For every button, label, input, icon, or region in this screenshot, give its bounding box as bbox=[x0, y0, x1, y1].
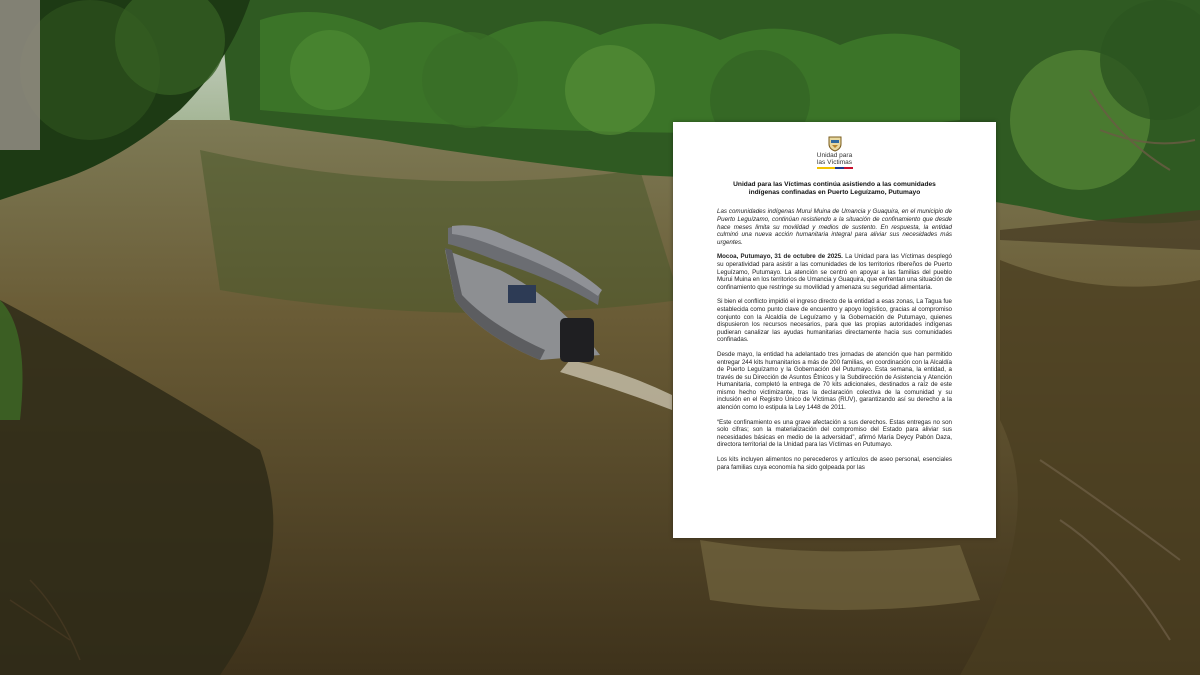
lead-paragraph: Las comunidades indígenas Murui Muina de Umancia y Guaquira, en el municipio de Puerto Leguízamo, continúan resistiendo a la situación de confinamiento que desde hace meses limita su movilidad y medios de sustento. En respuesta, la entidad culminó una nueva acción humanitaria integral para aliviar sus necesidades más urgentes. bbox=[717, 208, 952, 246]
press-release-document bbox=[673, 122, 996, 538]
body-paragraph-2: Si bien el conflicto impidió el ingreso directo de la entidad a esas zonas, La Tagua fue establecida como punto clave de encuentro y apoyo logístico, gracias al compromiso conjunto con la Alcaldía de Leguízamo y la Gobernación de Putumayo, quienes dispusieron los recursos necesarios, para que las propias autoridades indígenas pudieran canalizar las ayudas humanitarias directamente hacia sus comunidades confinadas. bbox=[717, 298, 952, 344]
logo-line-2: las Víctimas bbox=[816, 159, 853, 166]
body-paragraph-1 bbox=[717, 253, 952, 291]
body-paragraph-5: Los kits incluyen alimentos no perecederos y artículos de aseo personal, esenciales para familias cuya economía ha sido golpeada por las bbox=[717, 456, 952, 471]
logo-line-1: Unidad para bbox=[816, 152, 853, 159]
document-title: Unidad para las Víctimas continúa asistiendo a las comunidades indígenas confinadas en Puerto Leguízamo, Putumayo bbox=[733, 181, 936, 197]
body-paragraph-4: “Este confinamiento es una grave afectación a sus derechos. Estas entregas no son solo cifras; son la materialización del compromiso del Estado para aliviar sus necesidades básicas en medio de la adversidad”, afirmó María Deycy Pabón Daza, directora territorial de la Unidad para las Víctimas en Putumayo. bbox=[717, 418, 952, 449]
unidad-victimas-logo bbox=[717, 136, 952, 169]
colombia-shield-icon bbox=[828, 136, 842, 152]
body-paragraph-1-text: La Unidad para las Víctimas desplegó su operatividad para asistir a las comunidades de los territorios ribereños de Puerto Leguízamo, Putumayo. La atención se centró en apoyar a las familias del pueblo Murui Muina en los territorios de Umancia y Guaquira, que enfrentan una situación de confinamiento que restringe su movilidad y amenaza su seguridad alimentaria. bbox=[717, 253, 952, 291]
body-paragraph-3: Desde mayo, la entidad ha adelantado tres jornadas de atención que han permitido entregar 244 kits humanitarios a más de 200 familias, en coordinación con la Alcaldía de Puerto Leguízamo y la Gobernación del Putumayo. Esta semana, la entidad, a través de su Dirección de Asuntos Étnicos y la Subdirección de Asistencia y Atención Humanitaria, completó la entrega de 70 kits adicionales, destinados a raíz de este mismo hecho victimizante, tras la declaración colectiva de la comunidad y su inclusión en el Registro Único de Víctimas (RUV), garantizando así su derecho a la atención como lo estipula la Ley 1448 de 2011. bbox=[717, 350, 952, 412]
dateline: Mocoa, Putumayo, 31 de octubre de 2025. bbox=[717, 253, 843, 261]
colombia-flag-bar bbox=[817, 167, 853, 169]
